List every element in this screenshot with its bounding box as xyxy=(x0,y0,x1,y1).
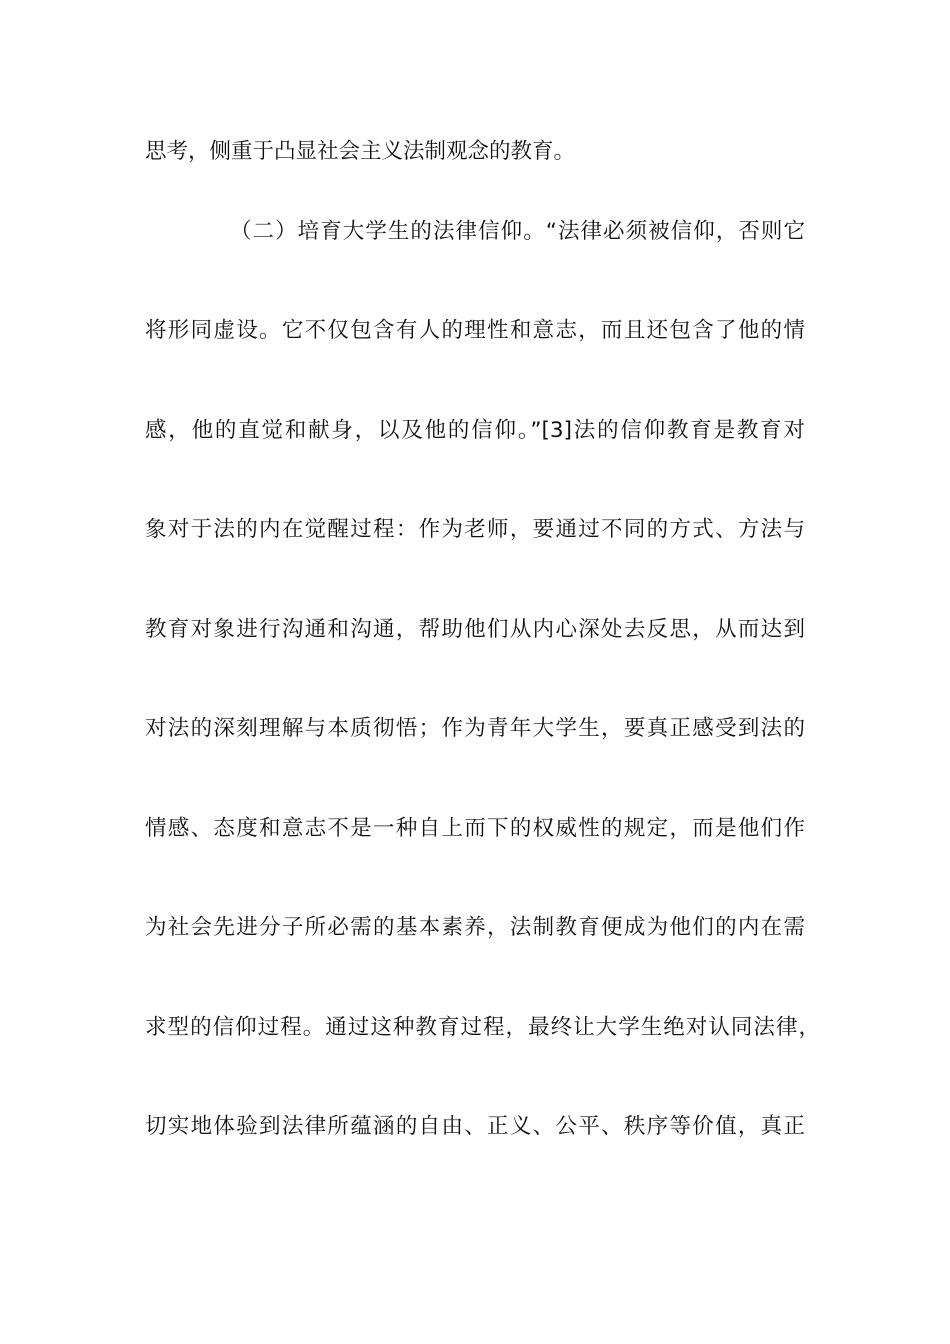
paragraph-line-11: 切实地体验到法律所蕴涵的自由、正义、公平、秩序等价值，真正 xyxy=(145,1114,805,1139)
paragraph-line-8: 情感、态度和意志不是一种自上而下的权威性的规定，而是他们作 xyxy=(145,816,805,841)
paragraph-line-6: 教育对象进行沟通和沟通，帮助他们从内心深处去反思，从而达到 xyxy=(145,617,805,642)
paragraph-line-1: 思考，侧重于凸显社会主义法制观念的教育。 xyxy=(145,139,576,164)
paragraph-line-3: 将形同虚设。它不仅包含有人的理性和意志，而且还包含了他的情 xyxy=(145,318,805,343)
paragraph-line-7: 对法的深刻理解与本质彻悟；作为青年大学生，要真正感受到法的 xyxy=(145,716,805,741)
paragraph-line-5: 象对于法的内在觉醒过程：作为老师，要通过不同的方式、方法与 xyxy=(145,517,805,542)
paragraph-line-4: 感，他的直觉和献身，以及他的信仰。”[3]法的信仰教育是教育对 xyxy=(145,418,805,443)
paragraph-line-2: （二）培育大学生的法律信仰。“法律必须被信仰，否则它 xyxy=(230,219,805,244)
paragraph-line-9: 为社会先进分子所必需的基本素养，法制教育便成为他们的内在需 xyxy=(145,915,805,940)
paragraph-line-10: 求型的信仰过程。通过这种教育过程，最终让大学生绝对认同法律， xyxy=(145,1015,820,1040)
